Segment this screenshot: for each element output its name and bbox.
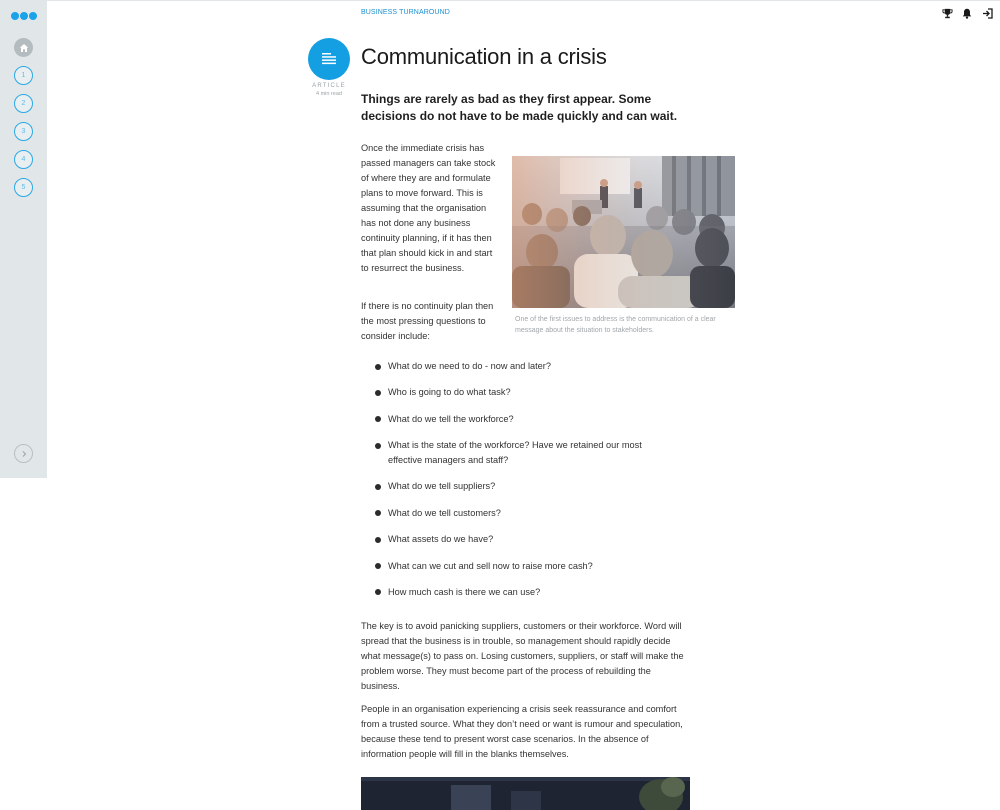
expand-sidebar-button[interactable] <box>14 444 33 463</box>
breadcrumb[interactable]: BUSINESS TURNAROUND <box>361 9 450 16</box>
trophy-icon <box>942 8 953 19</box>
list-item: What do we tell the workforce? <box>375 412 675 427</box>
step-2-button[interactable] <box>14 94 33 113</box>
exit-icon <box>982 8 993 19</box>
step-number: 2 <box>21 100 26 107</box>
conference-photo <box>512 156 735 308</box>
notifications-button[interactable] <box>961 7 973 19</box>
step-number: 5 <box>21 184 26 191</box>
list-item: What assets do we have? <box>375 532 675 547</box>
read-time: 4 min read <box>316 91 342 97</box>
step-3-button[interactable] <box>14 122 33 141</box>
list-item: What do we tell customers? <box>375 506 675 521</box>
page-title: Communication in a crisis <box>361 44 607 69</box>
body-paragraph-1: Once the immediate crisis has passed managers can take stock of where they are and formulate plans to move forward. This is assuming that the organisation has not done any business continuity planning, if it has then that plan should kick in and start to resurrect the business. <box>361 143 496 273</box>
body-paragraph-2: If there is no continuity plan then the most pressing questions to consider include: <box>361 301 494 341</box>
home-button[interactable] <box>14 38 33 57</box>
top-toolbar <box>941 7 993 19</box>
step-number: 3 <box>21 128 26 135</box>
list-item: How much cash is there we can use? <box>375 585 675 600</box>
step-number: 1 <box>21 72 26 79</box>
step-5-button[interactable] <box>14 178 33 197</box>
lead-paragraph: Things are rarely as bad as they first appear. Some decisions do not have to be made quickly and can wait. <box>361 92 678 123</box>
list-item: What can we cut and sell now to raise more cash? <box>375 559 675 574</box>
article-type-badge <box>308 38 350 80</box>
list-item: What do we tell suppliers? <box>375 479 675 494</box>
top-border <box>0 0 1000 1</box>
logout-button[interactable] <box>981 7 993 19</box>
body-paragraph-3: The key is to avoid panicking suppliers, customers or their workforce. Word will spread that the business is in trouble, so management should rapidly decide what message(s) to pass on. Losing customers, suppliers, or staff will make the problem worse. They must become part of the process of rebuilding the business. <box>361 621 684 691</box>
logo-icon[interactable] <box>11 12 37 20</box>
home-icon <box>19 43 29 53</box>
second-photo <box>361 777 690 810</box>
step-4-button[interactable] <box>14 150 33 169</box>
article-icon <box>321 52 337 66</box>
trophy-button[interactable] <box>941 7 953 19</box>
sidebar <box>0 0 47 478</box>
step-1-button[interactable] <box>14 66 33 85</box>
step-number: 4 <box>21 156 26 163</box>
questions-list <box>375 359 675 600</box>
list-item: Who is going to do what task? <box>375 385 675 400</box>
chevron-right-icon <box>20 450 28 458</box>
photo-caption: One of the first issues to address is the communication of a clear message about the situation to stakeholders. <box>515 316 716 334</box>
body-paragraph-4: People in an organisation experiencing a crisis seek reassurance and comfort from a trusted source. What they don’t need or want is rumour and speculation, because these tend to present worst case scenarios. In the absence of information people will fill in the blanks themselves. <box>361 704 683 759</box>
article-type-label: ARTICLE <box>312 83 346 89</box>
list-item: What is the state of the workforce? Have we retained our most effective managers and staff? <box>375 438 645 468</box>
list-item: What do we need to do - now and later? <box>375 359 675 374</box>
bell-icon <box>962 8 972 19</box>
